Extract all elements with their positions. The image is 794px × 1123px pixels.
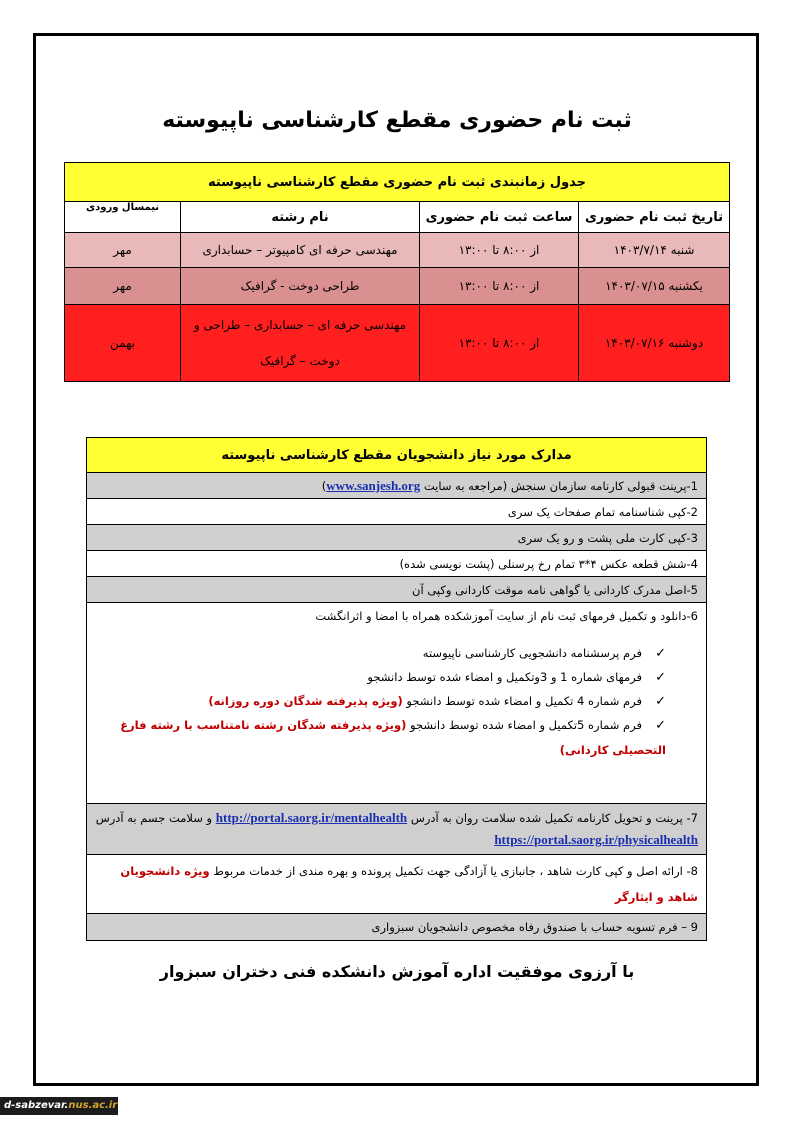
check-item <box>95 641 666 665</box>
cell-time: از ۸:۰۰ تا ۱۳:۰۰ <box>420 233 579 268</box>
sanjesh-link[interactable]: www.sanjesh.org <box>326 477 421 493</box>
check-text: فرم شماره 4 تکمیل و امضاء شده توسط دانشجو <box>406 694 642 708</box>
check-icon: ✓ <box>655 694 666 709</box>
stamp-accent: nus.ac.ir <box>68 1100 118 1111</box>
check-icon: ✓ <box>655 718 666 733</box>
table-row <box>65 305 730 382</box>
cell-semester: مهر <box>65 233 181 268</box>
doc-item-1 <box>87 473 707 499</box>
schedule-caption: جدول زمانبندی ثبت نام حضوری مقطع کارشناسی ناپیوسته <box>65 163 730 202</box>
header-date: تاریخ ثبت نام حضوری <box>579 202 730 233</box>
doc-item-1-text: 1-پرینت قبولی کارنامه سازمان سنجش (مراجعه به سایت <box>423 478 698 493</box>
cell-semester: بهمن <box>65 305 181 382</box>
doc-item-8-note: ویژه دانشجویان شاهد و ایثارگر <box>120 864 698 904</box>
doc-item-7-text-a: 7- پرینت و تحویل کارنامه تکمیل شده سلامت روان به آدرس <box>410 811 698 825</box>
check-note: (ویژه پذیرفته شدگان دوره روزانه) <box>208 694 403 708</box>
mental-health-link[interactable]: http://portal.saorg.ir/mentalhealth <box>215 810 408 825</box>
doc-item-4: 4-شش قطعه عکس ۴*۳ تمام رخ پرسنلی (پشت نویسی شده) <box>87 551 707 577</box>
footer-message: با آرزوی موفقیت اداره آموزش دانشکده فنی دختران سبزوار <box>159 962 635 981</box>
stamp-prefix: d-sabzevar. <box>4 1100 69 1111</box>
cell-date: یکشنبه ۱۴۰۳/۰۷/۱۵ <box>579 268 730 305</box>
documents-table <box>86 437 707 941</box>
header-semester: نیمسال ورودی <box>65 202 181 233</box>
check-item <box>95 665 666 689</box>
documents-caption: مدارک مورد نیاز دانشجویان مقطع کارشناسی ناپیوسته <box>87 438 707 473</box>
physical-health-link[interactable]: https://portal.saorg.ir/physicalhealth <box>494 832 698 847</box>
cell-date: دوشنبه ۱۴۰۳/۰۷/۱۶ <box>579 305 730 382</box>
doc-item-1-end: ) <box>321 478 327 493</box>
check-text: فرم شماره 5تکمیل و امضاء شده توسط دانشجو <box>410 718 642 732</box>
doc-item-9: 9 – فرم تسویه حساب با صندوق رفاه مخصوص دانشجویان سبزواری <box>87 914 707 941</box>
cell-field: مهندسی حرفه ای – حسابداری – طراحی و دوخت – گرافیک <box>181 305 420 382</box>
check-note: (ویژه پذیرفته شدگان رشته نامتناسب با رشته فارغ التحصیلی کاردانی) <box>120 718 666 757</box>
doc-item-2: 2-کپی شناسنامه تمام صفحات یک سری <box>87 499 707 525</box>
cell-field: طراحی دوخت - گرافیک <box>181 268 420 305</box>
doc-item-7 <box>87 804 707 855</box>
doc-item-6-text: 6-دانلود و تکمیل فرمهای ثبت نام از سایت آموزشکده همراه با امضا و اثرانگشت <box>315 609 698 623</box>
cell-time: از ۸:۰۰ تا ۱۳:۰۰ <box>420 305 579 382</box>
header-time: ساعت ثبت نام حضوری <box>420 202 579 233</box>
doc-item-7-text-b: و سلامت جسم به آدرس <box>95 811 213 825</box>
doc-item-8 <box>87 855 707 914</box>
table-row <box>65 233 730 268</box>
doc-item-8-text: 8- ارائه اصل و کپی کارت شاهد ، جانبازی یا آزادگی جهت تکمیل پرونده و بهره مندی از خدمات مربوط <box>213 864 698 878</box>
check-icon: ✓ <box>655 646 666 661</box>
check-text: فرم پرسشنامه دانشجویی کارشناسی ناپیوسته <box>422 646 642 660</box>
cell-field: مهندسی حرفه ای کامپیوتر – حسابداری <box>181 233 420 268</box>
doc-item-6 <box>87 603 707 804</box>
check-item <box>95 689 666 713</box>
table-row <box>65 268 730 305</box>
cell-semester: مهر <box>65 268 181 305</box>
check-item <box>95 713 666 763</box>
check-icon: ✓ <box>655 670 666 685</box>
cell-date: شنبه ۱۴۰۳/۷/۱۴ <box>579 233 730 268</box>
schedule-table <box>64 162 730 382</box>
cell-time: از ۸:۰۰ تا ۱۳:۰۰ <box>420 268 579 305</box>
page-title: ثبت نام حضوری مقطع کارشناسی ناپیوسته <box>162 108 632 133</box>
doc-item-3: 3-کپی کارت ملی پشت و رو یک سری <box>87 525 707 551</box>
check-text: فرمهای شماره 1 و 3وتکمیل و امضاء شده توسط دانشجو <box>367 670 642 684</box>
header-field: نام رشته <box>181 202 420 233</box>
doc-item-5: 5-اصل مدرک کاردانی یا گواهی نامه موقت کاردانی وکپی آن <box>87 577 707 603</box>
site-stamp <box>0 1097 118 1115</box>
